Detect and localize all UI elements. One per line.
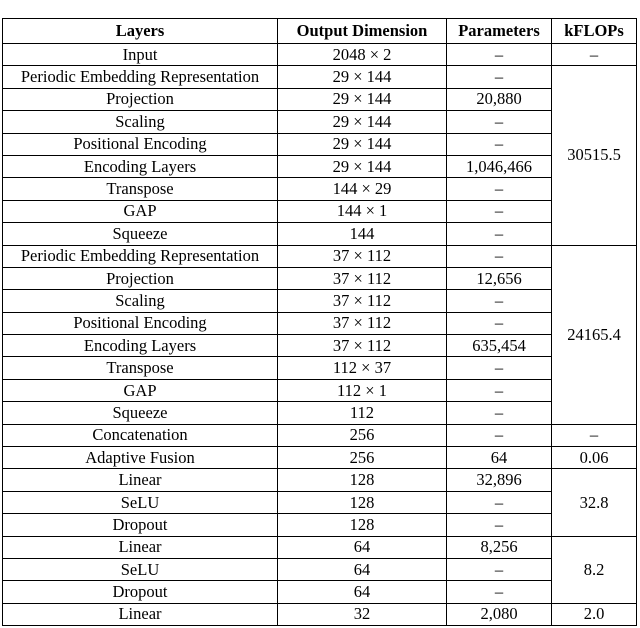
cell-parameters: 2,080	[447, 603, 552, 625]
cell-parameters: –	[447, 44, 552, 66]
cell-layer: Projection	[3, 267, 278, 289]
cell-layer: SeLU	[3, 558, 278, 580]
cell-dimension: 144	[278, 223, 447, 245]
header-kflops: kFLOPs	[552, 19, 637, 44]
table-row	[3, 379, 637, 401]
header-layers: Layers	[3, 19, 278, 44]
table-row	[3, 357, 637, 379]
header-row	[3, 19, 637, 44]
table-body	[3, 44, 637, 626]
table-row	[3, 267, 637, 289]
cell-kflops: –	[552, 44, 637, 66]
table-row	[3, 223, 637, 245]
cell-dimension: 144 × 1	[278, 200, 447, 222]
cell-layer: Linear	[3, 603, 278, 625]
table-row	[3, 491, 637, 513]
cell-layer: Positional Encoding	[3, 133, 278, 155]
table-row	[3, 312, 637, 334]
cell-layer: GAP	[3, 379, 278, 401]
cell-parameters: –	[447, 133, 552, 155]
cell-parameters: –	[447, 312, 552, 334]
table-row	[3, 581, 637, 603]
cell-dimension: 37 × 112	[278, 335, 447, 357]
table-row	[3, 178, 637, 200]
cell-dimension: 37 × 112	[278, 245, 447, 267]
table-row	[3, 335, 637, 357]
cell-layer: Concatenation	[3, 424, 278, 446]
cell-parameters: 1,046,466	[447, 155, 552, 177]
cell-layer: Dropout	[3, 514, 278, 536]
cell-dimension: 112	[278, 402, 447, 424]
cell-parameters: 635,454	[447, 335, 552, 357]
cell-parameters: –	[447, 290, 552, 312]
cell-dimension: 64	[278, 558, 447, 580]
cell-dimension: 112 × 1	[278, 379, 447, 401]
cell-parameters: 32,896	[447, 469, 552, 491]
cell-dimension: 128	[278, 514, 447, 536]
cell-parameters: –	[447, 491, 552, 513]
cell-kflops-branch-2: 24165.4	[552, 245, 637, 424]
cell-parameters: –	[447, 200, 552, 222]
cell-dimension: 32	[278, 603, 447, 625]
cell-kflops-head-2: 8.2	[552, 536, 637, 603]
cell-kflops: 0.06	[552, 447, 637, 469]
cell-parameters: 12,656	[447, 267, 552, 289]
cell-layer: Encoding Layers	[3, 155, 278, 177]
table-row	[3, 44, 637, 66]
table-row	[3, 424, 637, 446]
table-row	[3, 603, 637, 625]
cell-parameters: –	[447, 514, 552, 536]
cell-dimension: 128	[278, 491, 447, 513]
table-row	[3, 558, 637, 580]
cell-layer: Positional Encoding	[3, 312, 278, 334]
cell-parameters: 64	[447, 447, 552, 469]
cell-layer: Linear	[3, 469, 278, 491]
cell-layer: Encoding Layers	[3, 335, 278, 357]
cell-dimension: 29 × 144	[278, 133, 447, 155]
cell-parameters: –	[447, 581, 552, 603]
cell-parameters: –	[447, 66, 552, 88]
cell-layer: Linear	[3, 536, 278, 558]
cell-layer: Transpose	[3, 357, 278, 379]
table-header	[3, 19, 637, 44]
cell-layer: Squeeze	[3, 402, 278, 424]
cell-layer: Input	[3, 44, 278, 66]
table-row	[3, 469, 637, 491]
cell-layer: Periodic Embedding Representation	[3, 245, 278, 267]
cell-dimension: 256	[278, 447, 447, 469]
header-output-dimension: Output Dimension	[278, 19, 447, 44]
cell-dimension: 144 × 29	[278, 178, 447, 200]
cell-layer: SeLU	[3, 491, 278, 513]
table-row	[3, 402, 637, 424]
cell-kflops: 2.0	[552, 603, 637, 625]
cell-kflops: –	[552, 424, 637, 446]
cell-parameters: –	[447, 223, 552, 245]
cell-layer: Adaptive Fusion	[3, 447, 278, 469]
cell-dimension: 37 × 112	[278, 312, 447, 334]
table-row	[3, 290, 637, 312]
cell-dimension: 29 × 144	[278, 111, 447, 133]
cell-dimension: 128	[278, 469, 447, 491]
table-row	[3, 245, 637, 267]
table-row	[3, 66, 637, 88]
cell-parameters: –	[447, 111, 552, 133]
cell-dimension: 256	[278, 424, 447, 446]
table-row	[3, 514, 637, 536]
cell-layer: Projection	[3, 88, 278, 110]
cell-dimension: 64	[278, 581, 447, 603]
cell-parameters: –	[447, 178, 552, 200]
cell-parameters: –	[447, 558, 552, 580]
cell-layer: GAP	[3, 200, 278, 222]
cell-layer: Periodic Embedding Representation	[3, 66, 278, 88]
cell-kflops-head-1: 32.8	[552, 469, 637, 536]
cell-dimension: 29 × 144	[278, 88, 447, 110]
cell-parameters: 20,880	[447, 88, 552, 110]
cell-parameters: –	[447, 402, 552, 424]
table-row	[3, 200, 637, 222]
cell-dimension: 29 × 144	[278, 66, 447, 88]
cell-parameters: –	[447, 379, 552, 401]
cell-parameters: –	[447, 424, 552, 446]
cell-layer: Scaling	[3, 111, 278, 133]
cell-layer: Dropout	[3, 581, 278, 603]
cell-parameters: –	[447, 245, 552, 267]
cell-kflops-branch-1: 30515.5	[552, 66, 637, 245]
cell-layer: Squeeze	[3, 223, 278, 245]
table-row	[3, 111, 637, 133]
table-row	[3, 155, 637, 177]
cell-layer: Transpose	[3, 178, 278, 200]
cell-dimension: 112 × 37	[278, 357, 447, 379]
cell-parameters: 8,256	[447, 536, 552, 558]
cell-dimension: 2048 × 2	[278, 44, 447, 66]
table-row	[3, 133, 637, 155]
table-row	[3, 447, 637, 469]
cell-parameters: –	[447, 357, 552, 379]
cell-layer: Scaling	[3, 290, 278, 312]
cell-dimension: 37 × 112	[278, 267, 447, 289]
table-row	[3, 88, 637, 110]
architecture-table	[2, 18, 637, 626]
cell-dimension: 29 × 144	[278, 155, 447, 177]
table-row	[3, 536, 637, 558]
cell-dimension: 64	[278, 536, 447, 558]
cell-dimension: 37 × 112	[278, 290, 447, 312]
header-parameters: Parameters	[447, 19, 552, 44]
